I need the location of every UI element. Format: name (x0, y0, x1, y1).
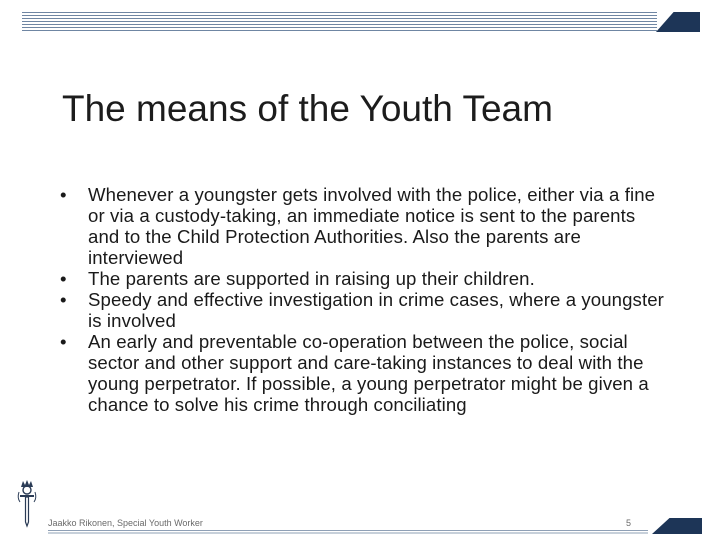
bullet-list (60, 184, 670, 415)
slide-title: The means of the Youth Team (62, 88, 553, 129)
bullet-marker: • (60, 289, 67, 310)
bullet-item (60, 268, 670, 289)
bullet-text: An early and preventable co-operation between the police, social sector and other support and care-taking instances to deal with the young perpetrator. If possible, a young perpetrator might be given a chance to solve his crime through conciliating (88, 331, 649, 415)
bullet-marker: • (60, 184, 67, 205)
bullet-item (60, 289, 670, 331)
bullet-text: The parents are supported in raising up their children. (88, 268, 535, 289)
bullet-text: Speedy and effective investigation in crime cases, where a youngster is involved (88, 289, 664, 331)
police-emblem-icon (14, 478, 40, 528)
bullet-item (60, 331, 670, 415)
footer-author: Jaakko Rikonen, Special Youth Worker (48, 518, 203, 528)
bullet-marker: • (60, 268, 67, 289)
footer-stripe-band (48, 530, 648, 535)
header-navy-block (656, 12, 700, 32)
header-stripe-band (22, 12, 657, 32)
bullet-text: Whenever a youngster gets involved with the police, either via a fine or via a custody-taking, an immediate notice is sent to the parents and to the Child Protection Authorities. Also the parents are interviewed (88, 184, 656, 268)
footer-navy-block (652, 518, 702, 534)
page-number: 5 (626, 518, 632, 528)
bullet-marker: • (60, 331, 67, 352)
bullet-item (60, 184, 670, 268)
